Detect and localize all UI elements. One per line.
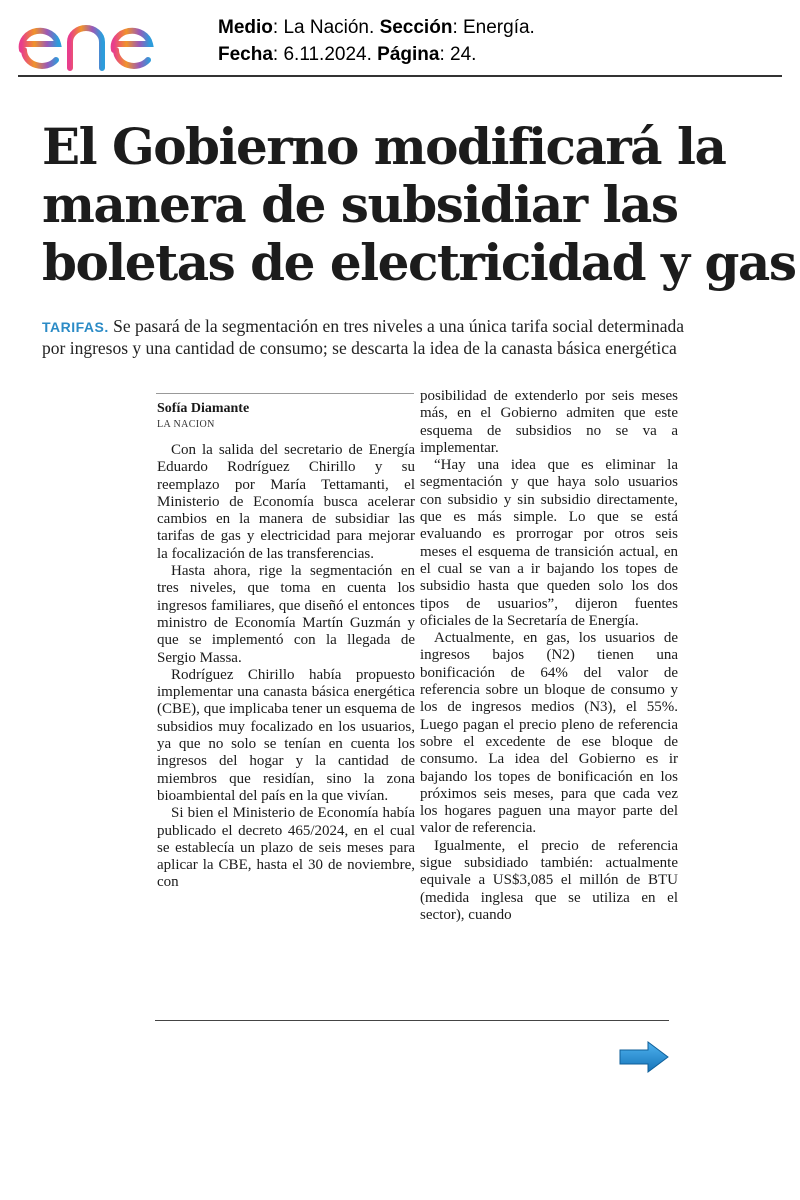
fecha-label: Fecha (218, 44, 273, 65)
body-paragraph: “Hay una idea que es eliminar la segmentación y que haya solo usuarios con subsidio y sin subsidio directamente, que es más simple. Lo que se está evaluando es prorrogar por otros seis meses el esquema de transición actual, en el cual se van a ir bajando los topes de subsidio hasta que queden solo los dos tipos de usuarios”, dijeron fuentes oficiales de la Secretaría de Energía. (420, 457, 678, 629)
fecha-value: : 6.11.2024. (272, 44, 378, 65)
article-column-2 (420, 388, 678, 924)
deck-line-2: por ingresos y una cantidad de consumo; se descarta la idea de la canasta básica energética (42, 338, 677, 358)
deck-text-1: Se pasará de la segmentación en tres niveles a una única tarifa social determinada (108, 316, 685, 336)
body-paragraph: Si bien el Ministerio de Economía había publicado el decreto 465/2024, en el cual se establecía un plazo de seis meses para aplicar la CBE, hasta el 30 de noviembre, con (157, 805, 415, 891)
seccion-label: Sección (379, 17, 453, 38)
pagina-label: Página (377, 44, 440, 65)
body-paragraph: Igualmente, el precio de referencia sigue subsidiado también: actualmente equivale a US$3,085 el millón de BTU (medida inglesa que se utiliza en el sector), cuando (420, 837, 678, 923)
headline-line-1: El Gobierno modificará la (42, 117, 726, 176)
enel-logo (18, 6, 190, 76)
article-deck (42, 316, 782, 359)
article-column-1 (157, 442, 415, 892)
header-divider (18, 75, 782, 77)
body-paragraph: Rodríguez Chirillo había propuesto implementar una canasta básica energética (CBE), que implicaba tener un esquema de subsidios muy focalizado en los usuarios, ya que no solo se tenían en cuenta los ingresos del hogar y la cantidad de miembros que residían, sino la zona bioambiental del país en la que vivían. (157, 666, 415, 804)
body-paragraph: Con la salida del secretario de Energía Eduardo Rodríguez Chirillo y su reemplazo por María Tettamanti, el Ministerio de Economía busca acelerar cambios en la manera de subsidiar las tarifas de gas y electricidad para mejorar la focalización de las transferencias. (157, 442, 415, 562)
pagina-value: : 24. (439, 44, 477, 65)
seccion-value: : Energía. (452, 17, 535, 38)
byline-author: Sofía Diamante (157, 401, 250, 416)
medio-value: : La Nación. (272, 17, 380, 38)
deck-line-1 (42, 316, 782, 338)
headline-line-2: manera de subsidiar las (42, 175, 678, 234)
medio-label: Medio (218, 17, 273, 38)
byline-outlet: LA NACION (157, 419, 215, 430)
next-page-arrow-icon[interactable] (618, 1040, 670, 1074)
meta-line-2 (218, 41, 535, 68)
logo-text: enel (18, 6, 20, 7)
headline-line-3: boletas de electricidad y gas (42, 233, 796, 292)
byline-divider (156, 393, 414, 394)
article-bottom-rule (155, 1020, 669, 1021)
body-paragraph: Actualmente, en gas, los usuarios de ingresos bajos (N2) tienen una bonificación de 64% del valor de referencia sobre un bloque de consumo y los de ingresos medios (N3), el 55%. Luego pagan el precio pleno de referencia sobre el excedente de ese bloque de consumo. La idea del Gobierno es ir bajando los topes de bonificación en los próximos seis meses, para que cada vez los hogares paguen una mayor parte del valor de referencia. (420, 630, 678, 837)
body-paragraph: Hasta ahora, rige la segmentación en tres niveles, que toma en cuenta los ingresos familiares, que diseñó el entonces ministro de Economía Martín Guzmán y que se implementó con la llegada de Sergio Massa. (157, 563, 415, 666)
article-headline (42, 117, 796, 292)
meta-line-1 (218, 14, 535, 41)
kicker: TARIFAS. (42, 319, 109, 335)
body-paragraph: posibilidad de extenderlo por seis meses más, en el Gobierno admiten que este esquema de subsidios no se va a implementar. (420, 388, 678, 456)
clipping-meta (218, 14, 535, 68)
